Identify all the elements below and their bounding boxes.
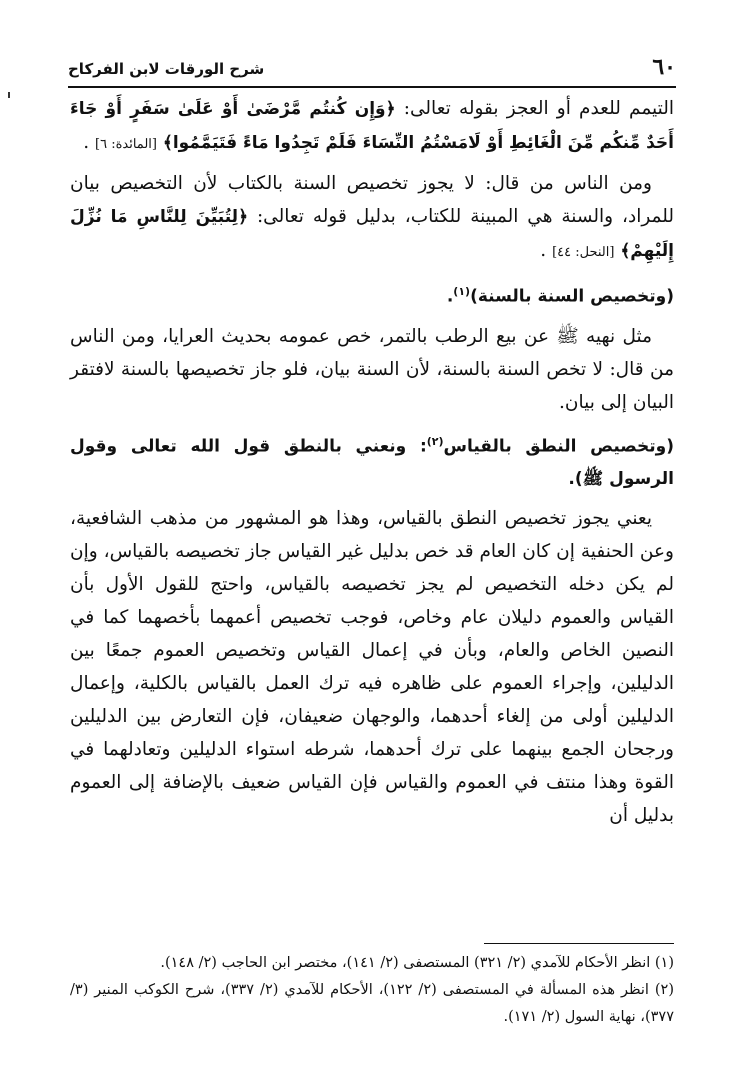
section-heading-sunnah-by-sunnah [70, 275, 674, 314]
paragraph-end: . [540, 240, 553, 261]
heading-text-continued: : ونعني بالنطق قول الله تعالى وقول الرسول ﷺ). [70, 436, 674, 490]
paragraph-end: . [83, 132, 96, 153]
verse-citation: [النحل: ٤٤] [552, 245, 615, 260]
paragraph-text: يعني يجوز تخصيص النطق بالقياس، وهذا هو المشهور من مذهب الشافعية، وعن الحنفية إن كان العام قد خص بدليل غير القياس جاز تخصيصه بالقياس، وإن لم يكن دخله التخصيص لم يجز تخصيصه بالقياس، واحتج للقول الأول بأن القياس والعموم دليلان عام وخاص، فوجب تخصيص أعمهما بأخصهما كما في النصين الخاص والعام، وبأن في إعمال القياس وتخصيص العموم جمعًا بين الدليلين، وإجراء العموم على ظاهره فيه ترك العمل بالقياس بالكلية، وإعمال الدليلين أولى من إلغاء أحدهما، والوجهان ضعيفان، فإن التعارض بين الدليلين ورجحان الجمع بينهما على ترك أحدهما، شرطه استواء الدليلين وتعادلهما في القوة وهذا منتف في العموم والقياس فإن القياس ضعيف بالإضافة إلى العموم بدليل أن [70, 508, 674, 827]
section-heading-text-by-analogy [70, 425, 674, 497]
quran-verse: ﴿وَإِن كُنتُم مَّرْضَىٰ أَوْ عَلَىٰ سَفَرٍ أَوْ جَاءَ أَحَدٌ مِّنكُم مِّنَ الْغَائِطِ أَوْ لَامَسْتُمُ النِّسَاءَ فَلَمْ تَجِدُوا مَاءً فَتَيَمَّمُوا﴾ [70, 99, 674, 153]
heading-end: . [446, 286, 454, 307]
paragraph-text: التيمم للعدم أو العجز بقوله تعالى: [395, 98, 674, 119]
paragraph-sunnah-by-book [70, 167, 674, 269]
footnote-divider [484, 943, 674, 944]
paragraph-text: ومن الناس من قال: لا يجوز تخصيص السنة بالكتاب لأن التخصيص بيان للمراد، والسنة هي المبينة للكتاب، بدليل قوله تعالى: [70, 173, 674, 227]
page-number: ٦٠ [652, 54, 676, 80]
footnote-marker: (١) [453, 285, 471, 298]
heading-text: (وتخصيص النطق بالقياس [443, 436, 674, 457]
main-text [70, 92, 674, 838]
paragraph-text: مثل نهيه ﷺ عن بيع الرطب بالتمر، خص عمومه بحديث العرايا، ومن الناس من قال: لا تخص السنة بالسنة، لأن السنة بيان، فلو جاز تخصيصها بالسنة لافتقر البيان إلى بيان. [70, 325, 674, 413]
footnote-1: (١) انظر الأحكام للآمدي (٢/ ٣٢١) المستصفى (٢/ ١٤١)، مختصر ابن الحاجب (٢/ ١٤٨). [160, 955, 674, 971]
running-title: شرح الورقات لابن الفركاح [68, 60, 265, 78]
footnotes [70, 950, 674, 1031]
verse-citation: [المائدة: ٦] [95, 137, 157, 152]
quran-verse: ﴿لِتُبَيِّنَ لِلنَّاسِ مَا نُزِّلَ إِلَيْهِمْ﴾ [70, 207, 674, 261]
page-header [68, 50, 676, 88]
paragraph-tayammum [70, 92, 674, 161]
heading-text: (وتخصيص السنة بالسنة) [470, 286, 674, 307]
margin-mark [8, 92, 10, 98]
footnote-2: (٢) انظر هذه المسألة في المستصفى (٢/ ١٢٢)، الأحكام للآمدي (٢/ ٣٣٧)، شرح الكوكب المنير (٣/ ٣٧٧)، نهاية السول (٢/ ١٧١). [70, 982, 674, 1025]
footnote-marker: (٢) [426, 434, 444, 448]
paragraph-analogy-discussion [70, 502, 674, 832]
paragraph-sunnah-example [70, 320, 674, 419]
